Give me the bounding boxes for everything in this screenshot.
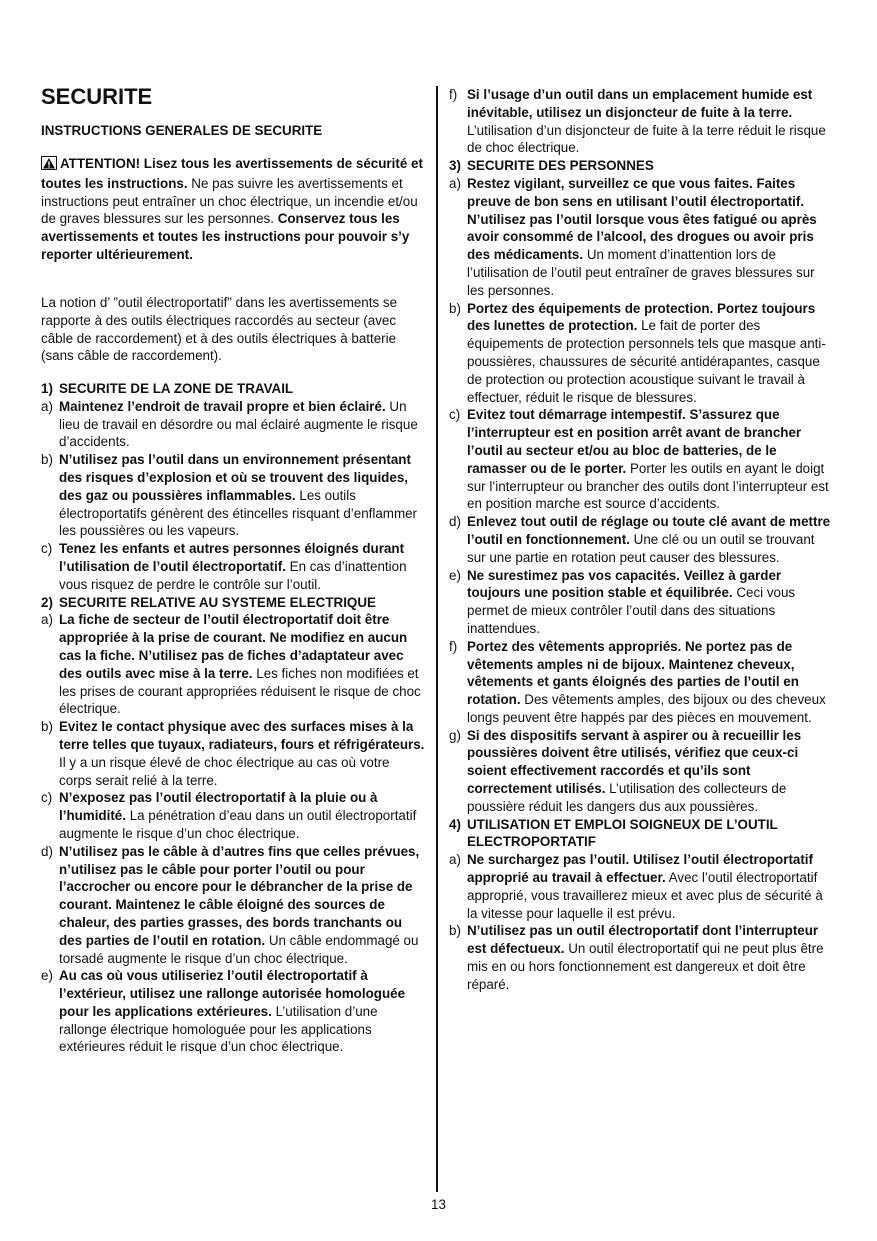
section-heading-text: UTILISATION ET EMPLOI SOIGNEUX DE L’OUTIL ELECTROPORTATIF bbox=[467, 816, 778, 850]
item-text bbox=[467, 175, 833, 300]
warning-bold-1: ATTENTION! Lisez tous les avertissements de sécurité et toutes les instructions. bbox=[41, 156, 423, 191]
item-bold: Si des dispositifs servant à aspirer ou à recueillir les poussières doivent être utilisés, vérifiez que ceux-ci soient effectivement raccordés et qu’ils sont correctement utilisés. bbox=[467, 727, 802, 797]
section-heading-text: SECURITE DE LA ZONE DE TRAVAIL bbox=[59, 381, 294, 396]
item-label: a) bbox=[41, 398, 53, 414]
list-item bbox=[41, 398, 425, 451]
item-body: Avec l’outil électroportatif approprié, vous travaillerez mieux et avec plus de sécurité à la vitesse pour laquelle il est prévu. bbox=[467, 870, 823, 921]
list-item bbox=[41, 540, 425, 593]
section-heading-3 bbox=[449, 157, 833, 175]
item-text bbox=[467, 638, 833, 727]
item-bold: N’exposez pas l’outil électroportatif à la pluie ou à l’humidité. bbox=[59, 790, 378, 824]
item-bold: La fiche de secteur de l’outil électroportatif doit être appropriée à la prise de courant. Ne modifiez en aucun cas la fiche. N’utilisez pas de fiches d’adaptateur avec des outils avec mise à la terre. bbox=[59, 612, 408, 681]
item-body: En cas d’inattention vous risquez de perdre le contrôle sur l’outil. bbox=[59, 558, 407, 592]
item-body: L’utilisation d’une rallonge électrique homologuée pour les applications extérieures réduit le risque d’un choc électrique. bbox=[59, 1003, 378, 1055]
item-text bbox=[59, 611, 425, 718]
page-number: 13 bbox=[431, 1197, 446, 1212]
list-item bbox=[449, 727, 833, 816]
item-label: b) bbox=[449, 300, 461, 316]
list-item bbox=[449, 86, 833, 157]
item-label: b) bbox=[41, 452, 53, 468]
list-item bbox=[41, 451, 425, 540]
item-body: Les outils électroportatifs génèrent des étincelles risquant d’enflammer les poussières ou les vapeurs. bbox=[59, 487, 418, 539]
item-label: d) bbox=[41, 843, 53, 859]
item-label: e) bbox=[41, 968, 53, 984]
item-body: Ceci vous permet de mieux contrôler l’outil dans des situations inattendues. bbox=[467, 585, 796, 636]
item-bold: N’utilisez pas l’outil dans un environnement présentant des risques d’explosion et où se trouvent des liquides, des gaz ou poussières inflammables. bbox=[59, 452, 411, 503]
notion-paragraph: La notion d’ ”outil électroportatif” dans les avertissements se rapporte à des outils électriques raccordés au secteur (avec câble de raccordement) et à des outils électriques à batterie (sans câble de raccordement). bbox=[41, 295, 398, 364]
item-label: c) bbox=[41, 541, 53, 557]
list-item bbox=[41, 843, 425, 968]
item-bold: Ne surestimez pas vos capacités. Veillez à garder toujours une position stable et équilibrée. bbox=[467, 567, 782, 601]
page-title: SECURITE bbox=[41, 84, 153, 109]
warning-text: Ne pas suivre les avertissements et instructions peut entraîner un choc électrique, un incendie et/ou de graves blessures sur les personnes. bbox=[41, 175, 418, 227]
item-bold: Si l’usage d’un outil dans un emplacement humide est inévitable, utilisez un disjoncteur de fuite à la terre. bbox=[467, 87, 813, 120]
list-item bbox=[449, 300, 833, 407]
list-item bbox=[449, 406, 833, 513]
item-label: b) bbox=[449, 923, 461, 939]
item-bold: Tenez les enfants et autres personnes éloignés durant l’utilisation de l’outil électroportatif. bbox=[59, 541, 405, 574]
item-body: Les fiches non modifiées et les prises de courant appropriées réduisent le risque de choc électrique. bbox=[59, 665, 421, 717]
warning-triangle-icon bbox=[41, 156, 57, 175]
list-item bbox=[449, 567, 833, 638]
right-column-sections bbox=[449, 86, 833, 994]
item-text bbox=[59, 967, 425, 1056]
item-bold: Enlevez tout outil de réglage ou toute clé avant de mettre l’outil en fonctionnement. bbox=[467, 514, 831, 547]
list-item bbox=[41, 967, 425, 1056]
item-label: d) bbox=[449, 514, 461, 530]
list-item bbox=[41, 718, 425, 789]
item-text bbox=[59, 398, 425, 451]
item-body: La pénétration d’eau dans un outil électroportatif augmente le risque d’un choc électrique. bbox=[59, 808, 417, 841]
item-bold: Ne surchargez pas l’outil. Utilisez l’outil électroportatif approprié au travail à effectuer. bbox=[467, 852, 813, 886]
item-bold: Restez vigilant, surveillez ce que vous faites. Faites preuve de bon sens en utilisant l’outil électroportatif. N’utilisez pas l’outil lorsque vous êtes fatigué ou après avoir consommé de l’alcool, des drogues ou avoir pris des médicaments. bbox=[467, 175, 817, 263]
list-item bbox=[449, 175, 833, 300]
item-body: L’utilisation d’un disjoncteur de fuite à la terre réduit le risque de choc électrique. bbox=[467, 122, 826, 156]
item-bold: Maintenez l’endroit de travail propre et bien éclairé. bbox=[59, 398, 386, 414]
left-column-sections bbox=[41, 380, 425, 1056]
list-item bbox=[449, 513, 833, 566]
item-body: Une clé ou un outil se trouvant sur une partie en rotation peut causer des blessures. bbox=[467, 531, 815, 565]
item-text bbox=[59, 451, 425, 540]
item-body: L’utilisation des collecteurs de poussière réduit les dangers dus aux poussières. bbox=[467, 781, 787, 814]
item-label: e) bbox=[449, 567, 461, 583]
item-text bbox=[59, 540, 425, 593]
item-body: Le fait de porter des équipements de protection personnels tels que masque anti-poussières, chaussures de sécurité antidérapantes, casque de protection ou protection acoustique suivant le travail à effectuer, réduit le risque de blessures. bbox=[467, 318, 826, 405]
item-body: Des vêtements amples, des bijoux ou des cheveux longs peuvent être happés par des pièces en mouvement. bbox=[467, 692, 826, 725]
item-bold: Portez des équipements de protection. Portez toujours des lunettes de protection. bbox=[467, 300, 816, 334]
item-bold: Evitez tout démarrage intempestif. S’assurez que l’interrupteur est en position arrêt avant de brancher l’outil au secteur et/ou au bloc de batteries, de le ramasser ou de le porter. bbox=[467, 407, 802, 476]
item-label: c) bbox=[41, 790, 53, 806]
list-item bbox=[41, 611, 425, 718]
warning-bold-2: Conservez tous les avertissements et toutes les instructions pour pouvoir s’y reporter ultérieurement. bbox=[41, 211, 410, 262]
list-item bbox=[449, 638, 833, 727]
list-item bbox=[449, 851, 833, 922]
warning-paragraph bbox=[41, 155, 425, 264]
item-label: a) bbox=[449, 852, 461, 868]
item-label: f) bbox=[449, 87, 458, 102]
section-heading-text: SECURITE RELATIVE AU SYSTEME ELECTRIQUE bbox=[59, 594, 376, 610]
item-text bbox=[59, 843, 425, 968]
section-subtitle: INSTRUCTIONS GENERALES DE SECURITE bbox=[41, 123, 323, 138]
item-body: Un câble endommagé ou torsadé augmente le risque d’un choc électrique. bbox=[59, 932, 419, 966]
item-body: Il y a un risque élevé de choc électrique au cas où votre corps serait relié à la terre. bbox=[59, 754, 390, 788]
item-label: a) bbox=[41, 612, 53, 628]
item-bold: N’utilisez pas un outil électroportatif dont l’interrupteur est défectueux. bbox=[467, 923, 819, 957]
item-body: Porter les outils en ayant le doigt sur l’interrupteur ou brancher des outils dont l’interrupteur est en position marche est source d’accidents. bbox=[467, 460, 829, 512]
item-label: f) bbox=[449, 638, 458, 654]
item-body: Un outil électroportatif qui ne peut plus être mis en ou hors fonctionnement est dangereux et doit être réparé. bbox=[467, 941, 824, 992]
section-number: 4) bbox=[449, 816, 461, 832]
item-body: Un moment d’inattention lors de l’utilisation de l’outil peut entraîner de graves blessures sur les personnes. bbox=[467, 247, 815, 298]
column-divider bbox=[436, 86, 438, 1192]
item-bold: Au cas où vous utiliseriez l’outil électroportatif à l’extérieur, utilisez une rallonge autorisée homologuée pour les applications extérieures. bbox=[59, 968, 406, 1019]
item-text bbox=[467, 851, 833, 922]
item-label: g) bbox=[449, 727, 461, 743]
item-text bbox=[467, 86, 833, 157]
item-bold: Evitez le contact physique avec des surfaces mises à la terre telles que tuyaux, radiateurs, fours et réfrigérateurs. bbox=[59, 719, 425, 752]
item-text bbox=[467, 513, 833, 566]
item-text bbox=[467, 300, 833, 407]
item-text bbox=[467, 567, 833, 638]
item-bold: N’utilisez pas le câble à d’autres fins que celles prévues, n’utilisez pas le câble pour porter l’outil ou pour l’accrocher ou encore pour le débrancher de la prise de courant. Maintenez le câble éloigné des sources de chaleur, des parties grasses, des bords tranchants ou des parties de l’outil en rotation. bbox=[59, 843, 420, 948]
item-text bbox=[467, 727, 833, 816]
item-text bbox=[467, 922, 833, 993]
item-body: Un lieu de travail en désordre ou mal éclairé augmente le risque d’accidents. bbox=[59, 398, 418, 450]
item-label: b) bbox=[41, 719, 53, 735]
item-text bbox=[467, 406, 833, 513]
item-label: c) bbox=[449, 407, 461, 423]
list-item bbox=[449, 922, 833, 993]
section-heading-2 bbox=[41, 594, 425, 612]
section-number: 2) bbox=[41, 594, 53, 610]
list-item bbox=[41, 789, 425, 842]
section-heading-1 bbox=[41, 380, 425, 398]
item-text bbox=[59, 718, 425, 789]
section-number: 3) bbox=[449, 158, 461, 174]
section-number: 1) bbox=[41, 381, 53, 396]
item-bold: Portez des vêtements appropriés. Ne portez pas de vêtements amples ni de bijoux. Maintenez cheveux, vêtements et gants éloignés des parties de l’outil en rotation. bbox=[467, 638, 799, 708]
section-heading-4 bbox=[449, 816, 833, 852]
section-heading-text: SECURITE DES PERSONNES bbox=[467, 158, 654, 174]
item-label: a) bbox=[449, 175, 461, 191]
item-text bbox=[59, 789, 425, 842]
